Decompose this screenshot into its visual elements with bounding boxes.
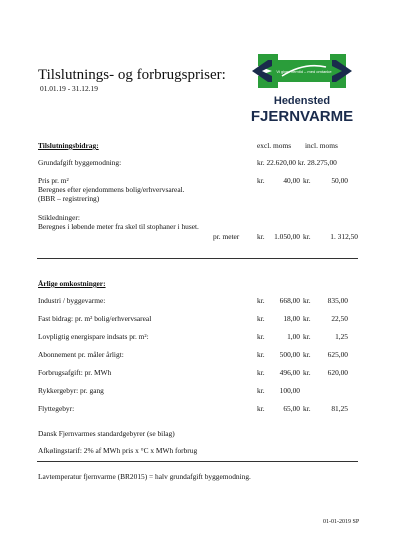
row-kr-incl: kr.: [303, 350, 311, 359]
col-header-incl: incl. moms: [305, 141, 338, 150]
col-header-excl: excl. moms: [257, 141, 292, 150]
stik-kr1: kr.: [257, 232, 265, 241]
row-kr-excl: kr.: [257, 332, 265, 341]
grundafgift-label: Grundafgift byggemodning:: [38, 158, 122, 167]
lavtemperatur-note: Lavtemperatur fjernvarme (BR2015) = halv grundafgift byggemodning.: [38, 472, 251, 481]
row-value-incl: 620,00: [327, 368, 348, 377]
row-label: Industri / byggevarme:: [38, 296, 106, 305]
company-logo: [238, 46, 366, 136]
row-value-incl: 81,25: [331, 404, 348, 413]
row-value-incl: 625,00: [327, 350, 348, 359]
row-kr-excl: kr.: [257, 404, 265, 413]
row-value-excl: 100,00: [279, 386, 300, 395]
logo-line-2: FJERNVARME: [250, 108, 354, 125]
divider: [37, 258, 358, 259]
stik-excl: 1.050,00: [274, 232, 300, 241]
divider: [37, 461, 358, 462]
section-heading-aarlige: Årlige omkostninger:: [38, 279, 106, 288]
row-value-excl: 18,00: [283, 314, 300, 323]
stik-label: Stikledninger:: [38, 213, 80, 222]
page-title: Tilslutnings- og forbrugspriser:: [38, 67, 226, 83]
grundafgift-value: kr. 22.620,00 kr. 28.275,00: [257, 158, 337, 167]
row-kr-incl: kr.: [303, 296, 311, 305]
row-kr-incl: kr.: [303, 314, 311, 323]
pris-m2-excl: 40,00: [283, 176, 300, 185]
row-kr-incl: kr.: [303, 404, 311, 413]
stik-incl: 1. 312,50: [330, 232, 358, 241]
pris-m2-label: Pris pr. m²: [38, 176, 69, 185]
row-label: Abonnement pr. måler årligt:: [38, 350, 124, 359]
row-kr-incl: kr.: [303, 368, 311, 377]
row-kr-incl: kr.: [303, 332, 311, 341]
logo-line-1: Hedensted: [273, 95, 331, 107]
section-heading-tilslutning: Tilslutningsbidrag:: [38, 141, 99, 150]
row-kr-excl: kr.: [257, 314, 265, 323]
row-label: Fast bidrag: pr. m² bolig/erhvervsareal: [38, 314, 152, 323]
pris-m2-incl: 50,00: [331, 176, 348, 185]
row-value-excl: 668,00: [279, 296, 300, 305]
pris-m2-note1: Beregnes efter ejendommens bolig/erhvervsareal.: [38, 185, 185, 194]
validity-period: 01.01.19 - 31.12.19: [40, 84, 98, 93]
row-label: Forbrugsafgift: pr. MWh: [38, 368, 112, 377]
afkoelingstarif-note: Afkølingstarif: 2% af MWh pris x °C x MWh forbrug: [38, 446, 198, 455]
row-value-excl: 496,00: [279, 368, 300, 377]
row-value-excl: 65,00: [283, 404, 300, 413]
hedensted-fjernvarme-logo: [238, 46, 366, 136]
standardgebyrer-note: Dansk Fjernvarmes standardgebyrer (se bilag): [38, 429, 175, 438]
row-value-incl: 1,25: [335, 332, 348, 341]
pris-m2-kr2: kr.: [303, 176, 311, 185]
row-label: Lovpligtig energispare indsats pr. m²:: [38, 332, 149, 341]
row-kr-excl: kr.: [257, 296, 265, 305]
row-label: Flyttegebyr:: [38, 404, 75, 413]
stik-note: Beregnes i løbende meter fra skel til stophaner i huset.: [38, 222, 199, 231]
document-footer-id: 01-01-2019 SP: [323, 519, 360, 525]
row-label: Rykkergebyr: pr. gang: [38, 386, 104, 395]
row-value-excl: 500,00: [279, 350, 300, 359]
row-kr-excl: kr.: [257, 350, 265, 359]
logo-banner-text: Vi giver fremtid – med omtanke: [276, 69, 332, 74]
stik-kr2: kr.: [303, 232, 311, 241]
row-kr-excl: kr.: [257, 386, 265, 395]
pris-m2-kr1: kr.: [257, 176, 265, 185]
row-value-excl: 1,00: [287, 332, 300, 341]
stik-unit: pr. meter: [213, 232, 240, 241]
row-kr-excl: kr.: [257, 368, 265, 377]
row-value-incl: 22,50: [331, 314, 348, 323]
pris-m2-note2: (BBR – registrering): [38, 194, 100, 203]
row-value-incl: 835,00: [327, 296, 348, 305]
